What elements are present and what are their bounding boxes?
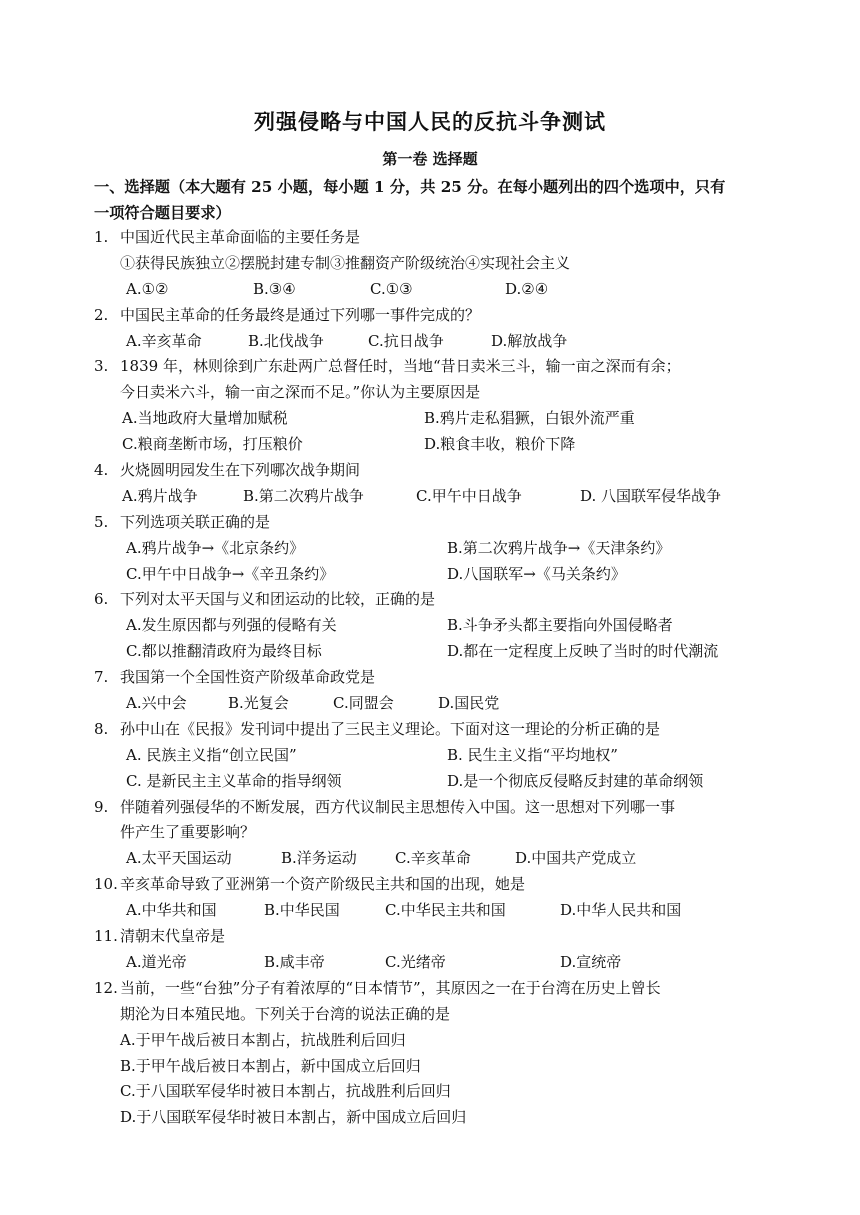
option-b: B.中华民国	[264, 901, 340, 920]
option-d: D.国民党	[438, 694, 500, 713]
option-c: C.中华民主共和国	[385, 901, 506, 920]
option-d: D.解放战争	[491, 331, 568, 350]
instructions-line: 一、选择题（本大题有 25 小题，每小题 1 分，共 25 分。在每小题列出的四个选项中，只有	[94, 178, 726, 196]
option-c: C.都以推翻清政府为最终目标	[126, 642, 322, 661]
question-number: 12.	[94, 978, 118, 997]
question-3	[94, 354, 794, 458]
question-stem: 中国近代民主革命面临的主要任务是	[120, 228, 361, 246]
option-a: A.兴中会	[126, 694, 187, 713]
option-c: C.甲午中日战争→《辛丑条约》	[126, 564, 335, 583]
question-number: 2.	[94, 305, 109, 324]
question-8	[94, 717, 794, 795]
option-a: A.中华共和国	[126, 901, 217, 920]
question-2	[94, 303, 794, 355]
option-a: A.①②	[126, 279, 169, 298]
question-stem: 火烧圆明园发生在下列哪次战争期间	[120, 461, 361, 480]
section-instructions	[94, 174, 794, 226]
option-c: C.光绪帝	[385, 952, 446, 971]
question-stem: 伴随着列强侵华的不断发展，西方代议制民主思想传入中国。这一思想对下列哪一事	[120, 797, 676, 816]
question-stem: 辛亥革命导致了亚洲第一个资产阶级民主共和国的出现，她是	[120, 875, 526, 894]
question-stem: 下列对太平天国与义和团运动的比较，正确的是	[120, 590, 436, 609]
question-stem: 我国第一个全国性资产阶级革命政党是	[120, 668, 376, 687]
option-a: A.当地政府大量增加赋税	[122, 409, 288, 428]
question-number: 9.	[94, 797, 109, 816]
question-number: 11.	[94, 927, 118, 946]
option-a: A.辛亥革命	[126, 331, 202, 350]
question-1	[94, 225, 794, 303]
question-number: 4.	[94, 461, 109, 480]
option-b: B.咸丰帝	[264, 952, 325, 971]
option-c: C.辛亥革命	[395, 849, 471, 868]
option-b: B.第二次鸦片战争→《天津条约》	[447, 538, 671, 557]
option-d: D.中华人民共和国	[560, 901, 682, 920]
option-d: D.八国联军→《马关条约》	[447, 564, 626, 583]
option-d: D.中国共产党成立	[515, 849, 637, 868]
question-number: 8.	[94, 719, 109, 738]
option-b: B.洋务运动	[281, 849, 357, 868]
question-stem: ①获得民族独立②摆脱封建专制③推翻资产阶级统治④实现社会主义	[120, 253, 571, 272]
question-number: 6.	[94, 590, 109, 609]
question-11	[94, 924, 794, 976]
option-a: A. 民族主义指“创立民国”	[126, 745, 297, 764]
question-4	[94, 458, 794, 510]
option-d: D. 八国联军侵华战争	[580, 486, 722, 505]
option-a: A.鸦片战争→《北京条约》	[126, 538, 305, 557]
question-number: 10.	[94, 875, 118, 894]
option-c: C. 是新民主主义革命的指导纲领	[126, 771, 342, 790]
question-stem: 件产生了重要影响？	[120, 823, 256, 842]
option-a: A.道光帝	[126, 952, 187, 971]
question-number: 5.	[94, 512, 109, 531]
option-a: A.于甲午战后被日本割占，抗战胜利后回归	[120, 1030, 406, 1049]
option-c: C.甲午中日战争	[416, 486, 522, 505]
option-b: B. 民生主义指“平均地权”	[447, 745, 618, 764]
option-b: B.第二次鸦片战争	[243, 486, 364, 505]
option-d: D.都在一定程度上反映了当时的时代潮流	[447, 642, 719, 661]
page-title: 列强侵略与中国人民的反抗斗争测试	[254, 109, 606, 134]
option-d: D.宣统帝	[560, 952, 622, 971]
question-stem: 期沦为日本殖民地。下列关于台湾的说法正确的是	[120, 1004, 451, 1023]
option-c: C.于八国联军侵华时被日本割占，抗战胜利后回归	[120, 1082, 451, 1101]
option-d: D.②④	[505, 279, 549, 298]
option-d: D.是一个彻底反侵略反封建的革命纲领	[447, 771, 704, 790]
question-stem: 1839 年，林则徐到广东赴两广总督任时，当地“昔日卖米三斗，输一亩之深而有余；	[120, 357, 681, 376]
question-10	[94, 872, 794, 924]
option-a: A.鸦片战争	[122, 486, 198, 505]
option-b: B.北伐战争	[248, 331, 324, 350]
question-stem: 当前，一些“台独”分子有着浓厚的“日本情节”，其原因之一在于台湾在历史上曾长	[120, 978, 661, 997]
option-a: A.太平天国运动	[126, 849, 232, 868]
question-5	[94, 510, 794, 588]
question-7	[94, 665, 794, 717]
option-c: C.①③	[370, 279, 413, 298]
question-stem: 孙中山在《民报》发刊词中提出了三民主义理论。下面对这一理论的分析正确的是	[120, 719, 661, 738]
question-number: 3.	[94, 357, 109, 376]
option-c: C.抗日战争	[368, 331, 444, 350]
option-b: B.③④	[253, 279, 296, 298]
option-b: B.于甲午战后被日本割占，新中国成立后回归	[120, 1056, 421, 1075]
option-d: D.于八国联军侵华时被日本割占，新中国成立后回归	[120, 1108, 467, 1127]
question-stem: 清朝末代皇帝是	[120, 927, 226, 946]
question-stem: 下列选项关联正确的是	[120, 512, 271, 531]
question-6	[94, 587, 794, 665]
question-12	[94, 976, 794, 1131]
question-stem: 今日卖米六斗，输一亩之深而不足。”你认为主要原因是	[120, 383, 481, 402]
question-9	[94, 795, 794, 873]
option-c: C.粮商垄断市场，打压粮价	[122, 435, 303, 454]
option-b: B.光复会	[228, 694, 289, 713]
section-title: 第一卷 选择题	[382, 150, 478, 168]
instructions-line: 一项符合题目要求）	[94, 204, 231, 222]
option-b: B.斗争矛头都主要指向外国侵略者	[447, 616, 673, 635]
question-number: 7.	[94, 668, 109, 687]
option-c: C.同盟会	[333, 694, 394, 713]
question-list	[94, 225, 794, 1131]
option-d: D.粮食丰收，粮价下降	[424, 435, 576, 454]
option-b: B.鸦片走私猖獗，白银外流严重	[424, 409, 635, 428]
question-number: 1.	[94, 228, 109, 246]
option-a: A.发生原因都与列强的侵略有关	[126, 616, 337, 635]
question-stem: 中国民主革命的任务最终是通过下列哪一事件完成的？	[120, 305, 481, 324]
